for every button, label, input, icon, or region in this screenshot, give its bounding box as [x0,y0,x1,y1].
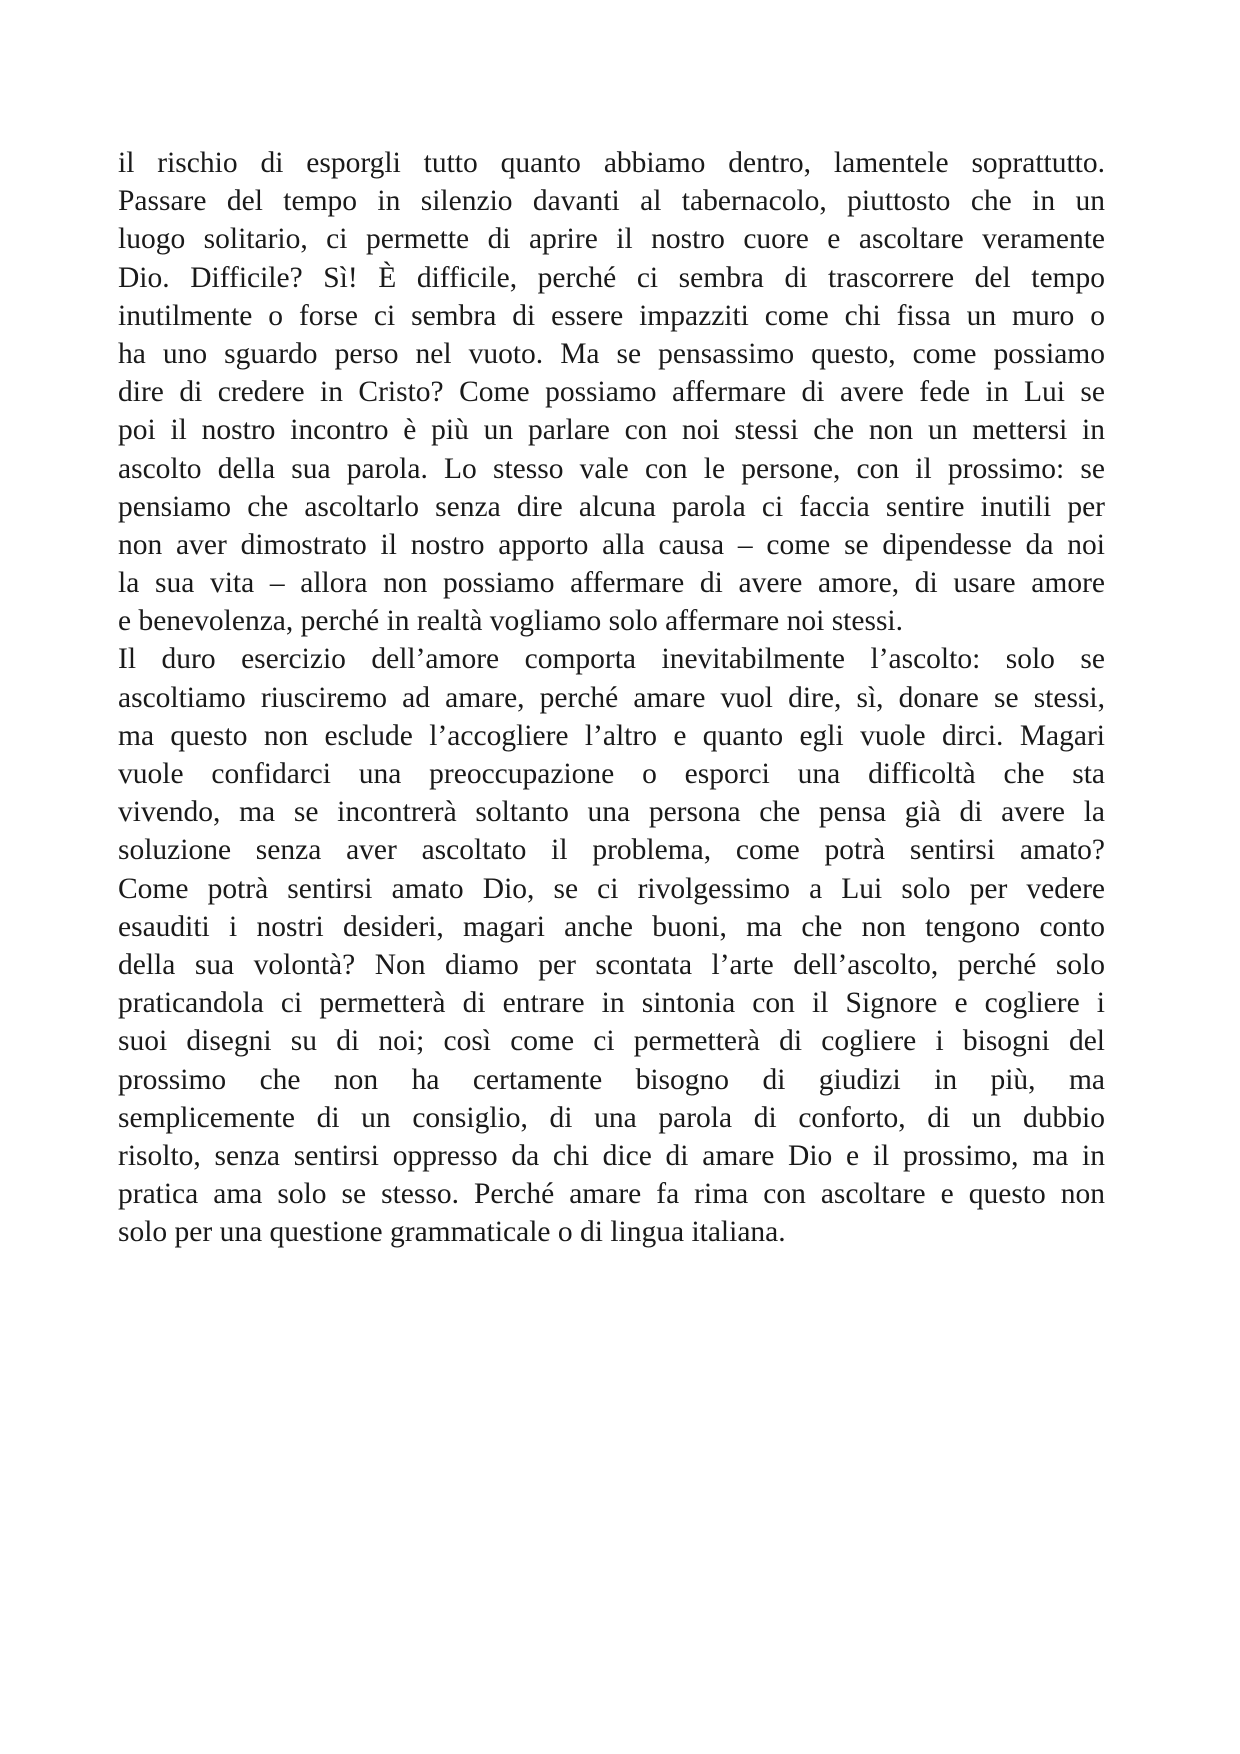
text-line: la sua vita – allora non possiamo affermare di avere amore, di usare amore [118,567,1105,600]
text-line: dire di credere in Cristo? Come possiamo affermare di avere fede in Lui se [118,376,1105,409]
text-line: pensiamo che ascoltarlo senza dire alcuna parola ci faccia sentire inutili per [118,490,1105,523]
text-line: pratica ama solo se stesso. Perché amare fa rima con ascoltare e questo non [118,1178,1105,1211]
text-line: luogo solitario, ci permette di aprire il nostro cuore e ascoltare veramente [118,223,1105,256]
text-line: Il duro esercizio dell’amore comporta inevitabilmente l’ascolto: solo se [118,643,1105,676]
text-line: vivendo, ma se incontrerà soltanto una persona che pensa già di avere la [118,796,1105,829]
text-line: Come potrà sentirsi amato Dio, se ci rivolgessimo a Lui solo per vedere [118,872,1105,905]
text-line: solo per una questione grammaticale o di lingua italiana. [118,1216,786,1249]
paragraph [118,640,1105,1251]
text-line: e benevolenza, perché in realtà vogliamo solo affermare noi stessi. [118,605,903,638]
text-line: Passare del tempo in silenzio davanti al tabernacolo, piuttosto che in un [118,185,1105,218]
text-line: ma questo non esclude l’accogliere l’altro e quanto egli vuole dirci. Magari [118,719,1105,752]
text-line: praticandola ci permetterà di entrare in sintonia con il Signore e cogliere i [118,987,1105,1020]
text-line: inutilmente o forse ci sembra di essere impazziti come chi fissa un muro o [118,299,1105,332]
text-line: ha uno sguardo perso nel vuoto. Ma se pensassimo questo, come possiamo [118,337,1105,370]
text-line: della sua volontà? Non diamo per scontata l’arte dell’ascolto, perché solo [118,948,1105,981]
text-line: suoi disegni su di noi; così come ci permetterà di cogliere i bisogni del [118,1025,1105,1058]
text-line: risolto, senza sentirsi oppresso da chi dice di amare Dio e il prossimo, ma in [118,1139,1105,1172]
text-line: esauditi i nostri desideri, magari anche buoni, ma che non tengono conto [118,910,1105,943]
document-page [118,144,1105,1251]
text-line: poi il nostro incontro è più un parlare con noi stessi che non un mettersi in [118,414,1105,447]
text-line: soluzione senza aver ascoltato il problema, come potrà sentirsi amato? [118,834,1105,867]
text-line: ascolto della sua parola. Lo stesso vale con le persone, con il prossimo: se [118,452,1105,485]
text-line: il rischio di esporgli tutto quanto abbiamo dentro, lamentele soprattutto. [118,147,1105,179]
text-line: ascoltiamo riusciremo ad amare, perché amare vuol dire, sì, donare se stessi, [118,681,1105,714]
text-line: vuole confidarci una preoccupazione o esporci una difficoltà che sta [118,758,1105,790]
paragraph [118,144,1105,640]
text-line: semplicemente di un consiglio, di una parola di conforto, di un dubbio [118,1101,1105,1134]
text-line: Dio. Difficile? Sì! È difficile, perché ci sembra di trascorrere del tempo [118,261,1105,294]
text-line: non aver dimostrato il nostro apporto alla causa – come se dipendesse da noi [118,528,1105,561]
text-line: prossimo che non ha certamente bisogno di giudizi in più, ma [118,1063,1105,1096]
